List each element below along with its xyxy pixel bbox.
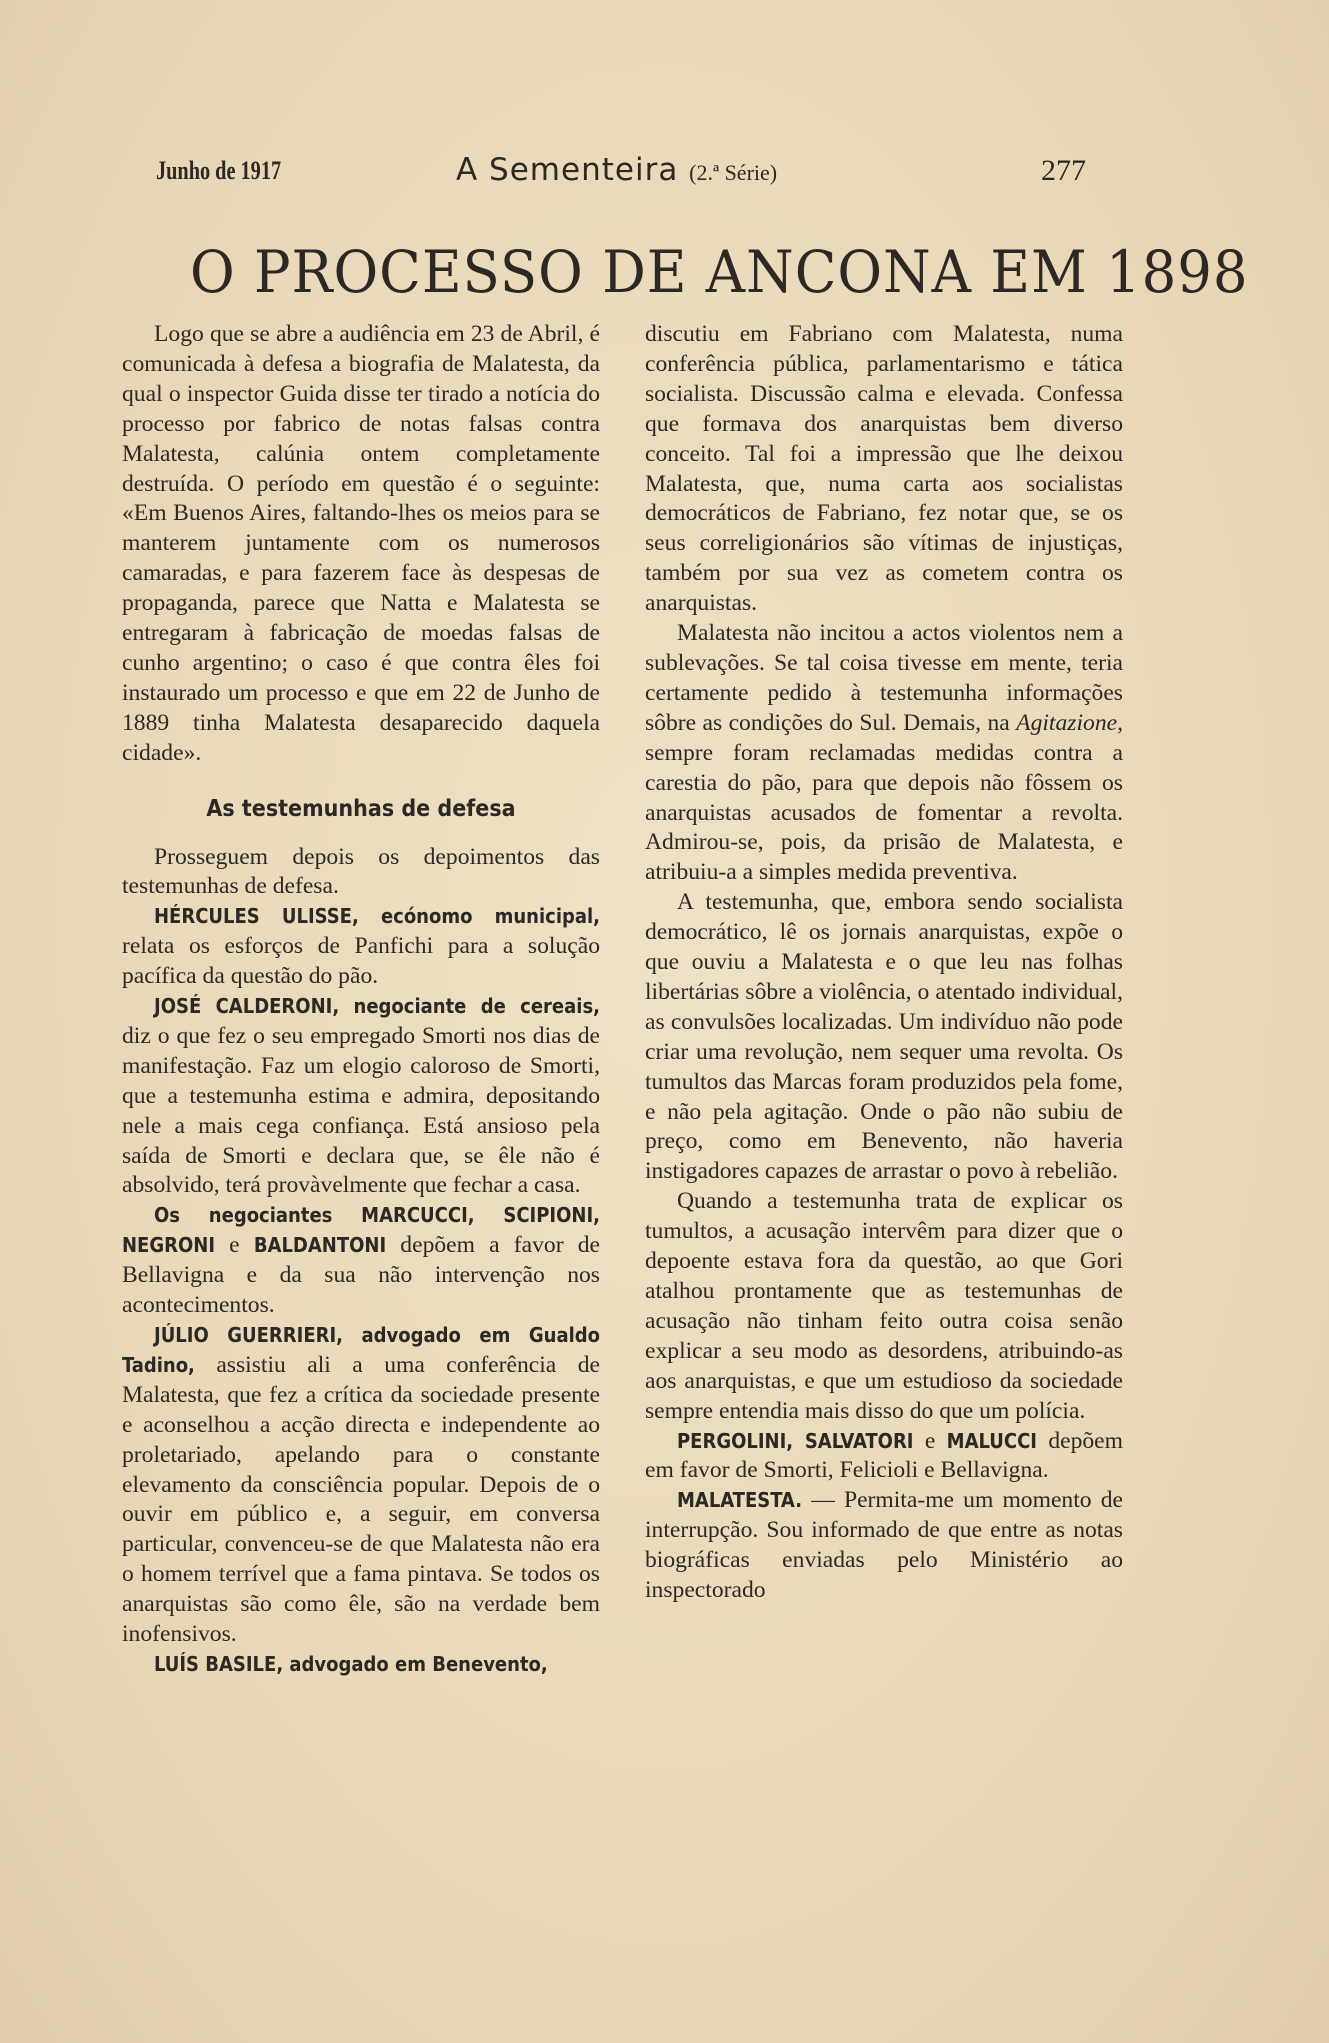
paragraph: Prosseguem depois os depoimentos das testemunhas de defesa. <box>122 843 600 900</box>
right-column <box>645 320 1123 1606</box>
testimony-text: depõem em favor de Smorti, Felicioli e Bellavigna. <box>645 1427 1123 1484</box>
text: sempre foram reclamadas medidas contra a carestia do pão, para que depois não fôssem os anarquistas acusados de fomentar a revolta. Admirou-se, pois, da prisão de Malatesta, e atribuiu-a a simples medida preventiva. <box>645 739 1123 886</box>
page-header <box>150 152 1092 192</box>
journal-title: A Sementeira <box>456 152 679 188</box>
page-number: 277 <box>1041 154 1086 187</box>
witness-name: MALUCCI <box>946 1428 1037 1453</box>
witness-name: JOSÉ CALDERONI, negociante de cereais, <box>154 994 600 1019</box>
testimony-paragraph <box>645 1427 1123 1487</box>
article-title: O PROCESSO DE ANCONA EM 1898 <box>190 238 1249 306</box>
witness-name: LUÍS BASILE, advogado em Benevento, <box>154 1651 548 1676</box>
conjunction: e <box>913 1427 947 1454</box>
testimony-paragraph <box>122 902 600 992</box>
testimony-text: relata os esforços de Panfichi para a solução pacífica da questão do pão. <box>122 933 600 990</box>
testimony-text: — Permita-me um momento de interrupção. Sou informado de que entre as notas biográficas enviadas pelo Ministério ao inspectorado <box>645 1487 1123 1604</box>
witness-names: MARCUCCI, SCIPIONI, NEGRONI <box>122 1203 600 1258</box>
paragraph: discutiu em Fabriano com Malatesta, numa conferência pública, parlamentarismo e tática socialista. Discussão calma e elevada. Confessa que formava dos anarquistas bem diverso conceito. Tal foi a impressão que lhe deixou Malatesta, que, numa carta aos socialistas democráticos de Fabriano, fez notar que, se os seus correligionários são vítimas de injustiças, também por sua vez as cometem contra os anarquistas. <box>645 321 1123 617</box>
witness-name: JÚLIO GUERRIERI, advogado em Gualdo Tadino, <box>122 1323 600 1377</box>
paragraph: A testemunha, que, embora sendo socialista democrático, lê os jornais anarquistas, expõe o que ouviu a Malatesta e o que leu nas folhas libertárias sôbre a violência, o atentado individual, as convulsões localizadas. Um indivíduo não pode criar uma revolução, nem sequer uma revolta. Os tumultos das Marcas foram produzidos pela fome, e não pela agitação. Onde o pão não subiu de preço, como em Benevento, não haveria instigadores capazes de arrastar o povo à rebelião. <box>645 889 1123 1185</box>
paragraph: Quando a testemunha trata de explicar os tumultos, a acusação intervêm para dizer que o depoente estava fora da questão, ao que Gori atalhou prontamente que as testemunhas de acusação não tinham feito outra coisa senão explicar a seu modo as desordens, atribuindo-as aos anarquistas, e que um estudioso da sociedade sempre entendia mais disso do que um polícia. <box>645 1188 1123 1424</box>
journal-series: (2.ª Série) <box>689 160 778 185</box>
text: Malatesta não incitou a actos violentos nem a sublevações. Se tal coisa tivesse em mente, teria certamente pedido à testemunha informações sôbre as condições do Sul. Demais, na <box>645 620 1123 736</box>
testimony-paragraph <box>122 992 600 1201</box>
testimony-text: depõem a favor de Bellavigna e da sua não intervenção nos acontecimentos. <box>122 1232 600 1319</box>
paragraph: Logo que se abre a audiência em 23 de Abril, é comunicada à defesa a biografia de Malatesta, da qual o inspector Guida disse ter tirado a notícia do processo por fabrico de notas falsas contra Malatesta, calúnia ontem completamente destruída. O período em questão é o seguinte: «Em Buenos Aires, faltando-lhes os meios para se manterem juntamente com os numerosos camaradas, e para fazerem face às despesas de propaganda, parece que Natta e Malatesta se entregaram à fabricação de moedas falsas de cunho argentino; o caso é que contra êles foi instaurado um processo e que em 22 de Junho de 1889 tinha Malatesta desaparecido daquela cidade». <box>122 321 600 766</box>
witness-intro: Os negociantes <box>154 1203 362 1228</box>
testimony-text: diz o que fez o seu empregado Smorti nos dias de manifestação. Faz um elogio caloroso de Smorti, que a testemunha estima e admira, depositando nele a mais cega confiança. Está ansioso pela saída de Smorti e declara que, se êle não é absolvido, terá provàvelmente que fechar a casa. <box>122 1022 600 1199</box>
testimony-paragraph <box>122 1321 600 1650</box>
testimony-text: assistiu ali a uma conferência de Malatesta, que fez a crítica da sociedade presente e aconselhou a acção directa e independente ao proletariado, apelando para o constante elevamento da consciência popular. Depois de o ouvir em público e, a seguir, em conversa particular, convenceu-se de que Malatesta não era o homem terrível que a fama pintava. Se todos os anarquistas são como êle, são na verdade bem inofensivos. <box>122 1351 600 1648</box>
conjunction: e <box>215 1232 254 1259</box>
testimony-paragraph <box>122 1650 600 1680</box>
journal-name <box>456 152 777 188</box>
speaker-name: MALATESTA. <box>677 1488 803 1513</box>
witness-name: HÉRCULES ULISSE, ecónomo municipal, <box>154 904 600 929</box>
witness-name: BALDANTONI <box>253 1233 387 1258</box>
testimony-paragraph <box>645 1486 1123 1606</box>
section-heading: As testemunhas de defesa <box>206 795 516 822</box>
issue-date: Junho de 1917 <box>156 156 282 185</box>
paragraph <box>645 619 1123 888</box>
left-column <box>122 320 600 1680</box>
testimony-paragraph <box>122 1201 600 1321</box>
newspaper-title: Agitazione, <box>1016 709 1123 736</box>
witness-names: PERGOLINI, SALVATORI <box>677 1428 914 1453</box>
